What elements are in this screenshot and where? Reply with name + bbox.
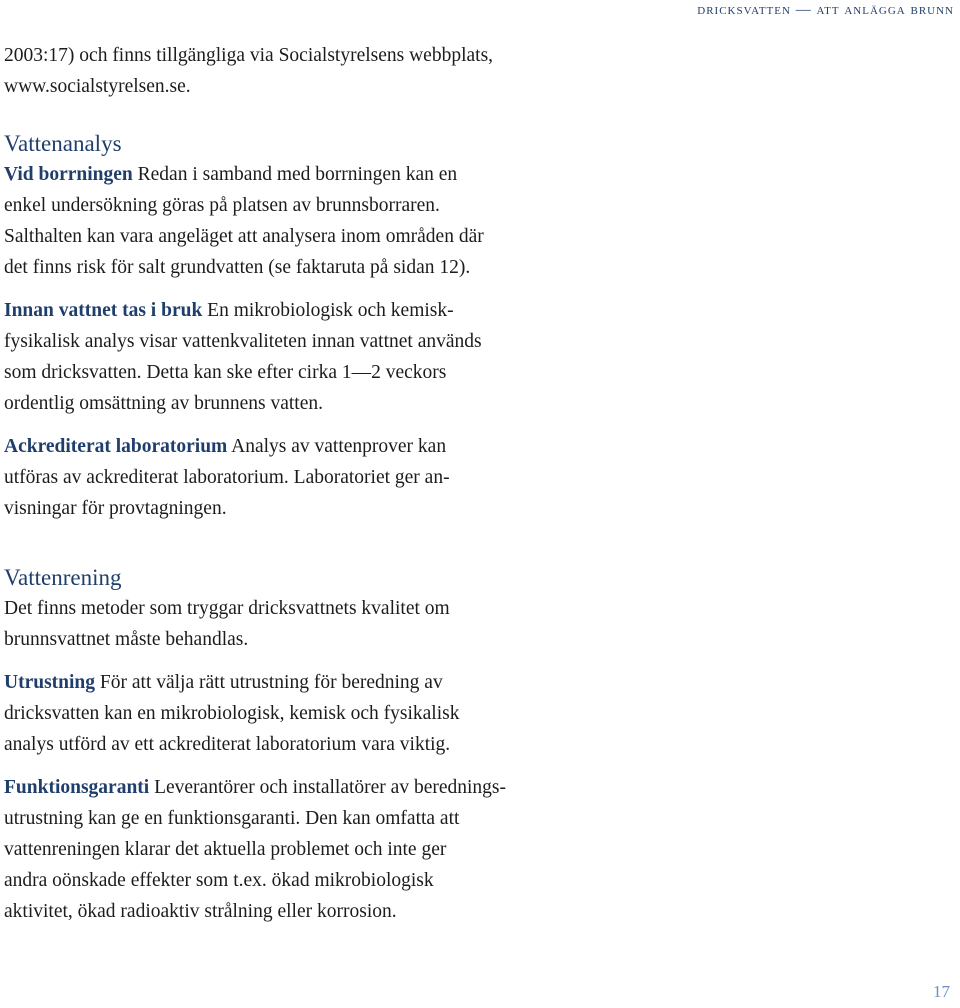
text-line: En mikrobiologisk och kemisk-	[202, 300, 454, 321]
paragraph-ackrediterat	[4, 431, 564, 524]
text-line: utföras av ackrediterat laboratorium. Laboratoriet ger an-	[4, 467, 450, 488]
text-line: Leverantörer och installatörer av berednings-	[149, 777, 507, 798]
intro-paragraph	[4, 40, 564, 102]
term-label: Innan vattnet tas i bruk	[4, 300, 203, 321]
text-line: dricksvatten kan en mikrobiologisk, kemisk och fysikalisk	[4, 703, 460, 724]
text-line: Det finns metoder som tryggar dricksvattnets kvalitet om	[4, 598, 450, 619]
text-line: analys utförd av ett ackrediterat laboratorium vara viktig.	[4, 734, 451, 755]
intro-line: 2003:17) och finns tillgängliga via Socialstyrelsens webbplats,	[4, 45, 494, 66]
term-label: Utrustning	[4, 672, 96, 693]
text-line: Analys av vattenprover kan	[227, 436, 447, 457]
section2-intro	[4, 593, 564, 655]
text-line: ordentlig omsättning av brunnens vatten.	[4, 393, 323, 414]
text-line: Salthalten kan vara angeläget att analysera inom områden där	[4, 226, 484, 247]
section-heading-vattenanalys: Vattenanalys	[4, 131, 122, 156]
text-line: enkel undersökning göras på platsen av brunnsborraren.	[4, 195, 440, 216]
section-spacer	[4, 536, 564, 562]
text-line: aktivitet, ökad radioaktiv strålning eller korrosion.	[4, 901, 397, 922]
section-heading-vattenrening: Vattenrening	[4, 565, 122, 590]
page-number: 17	[933, 982, 950, 1001]
text-line: det finns risk för salt grundvatten (se faktaruta på sidan 12).	[4, 257, 471, 278]
text-line: Redan i samband med borrningen kan en	[132, 164, 458, 185]
text-line: För att välja rätt utrustning för beredning av	[95, 672, 443, 693]
text-line: fysikalisk analys visar vattenkvaliteten innan vattnet används	[4, 331, 482, 352]
paragraph-innan-vattnet	[4, 295, 564, 419]
text-line: utrustning kan ge en funktionsgaranti. Den kan omfatta att	[4, 808, 460, 829]
term-label: Ackrediterat laboratorium	[4, 436, 228, 457]
text-line: visningar för provtagningen.	[4, 498, 227, 519]
text-line: vattenreningen klarar det aktuella problemet och inte ger	[4, 839, 447, 860]
running-header: dricksvatten — att anlägga brunn	[697, 2, 954, 18]
text-line: andra oönskade effekter som t.ex. ökad mikrobiologisk	[4, 870, 434, 891]
paragraph-vid-borrningen	[4, 159, 564, 283]
intro-line: www.socialstyrelsen.se.	[4, 76, 191, 97]
term-label: Vid borrningen	[4, 164, 133, 185]
term-label: Funktionsgaranti	[4, 777, 150, 798]
text-line: brunnsvattnet måste behandlas.	[4, 629, 249, 650]
paragraph-funktionsgaranti	[4, 772, 564, 927]
paragraph-utrustning	[4, 667, 564, 760]
text-line: som dricksvatten. Detta kan ske efter cirka 1—2 veckors	[4, 362, 447, 383]
page-body	[4, 40, 564, 939]
